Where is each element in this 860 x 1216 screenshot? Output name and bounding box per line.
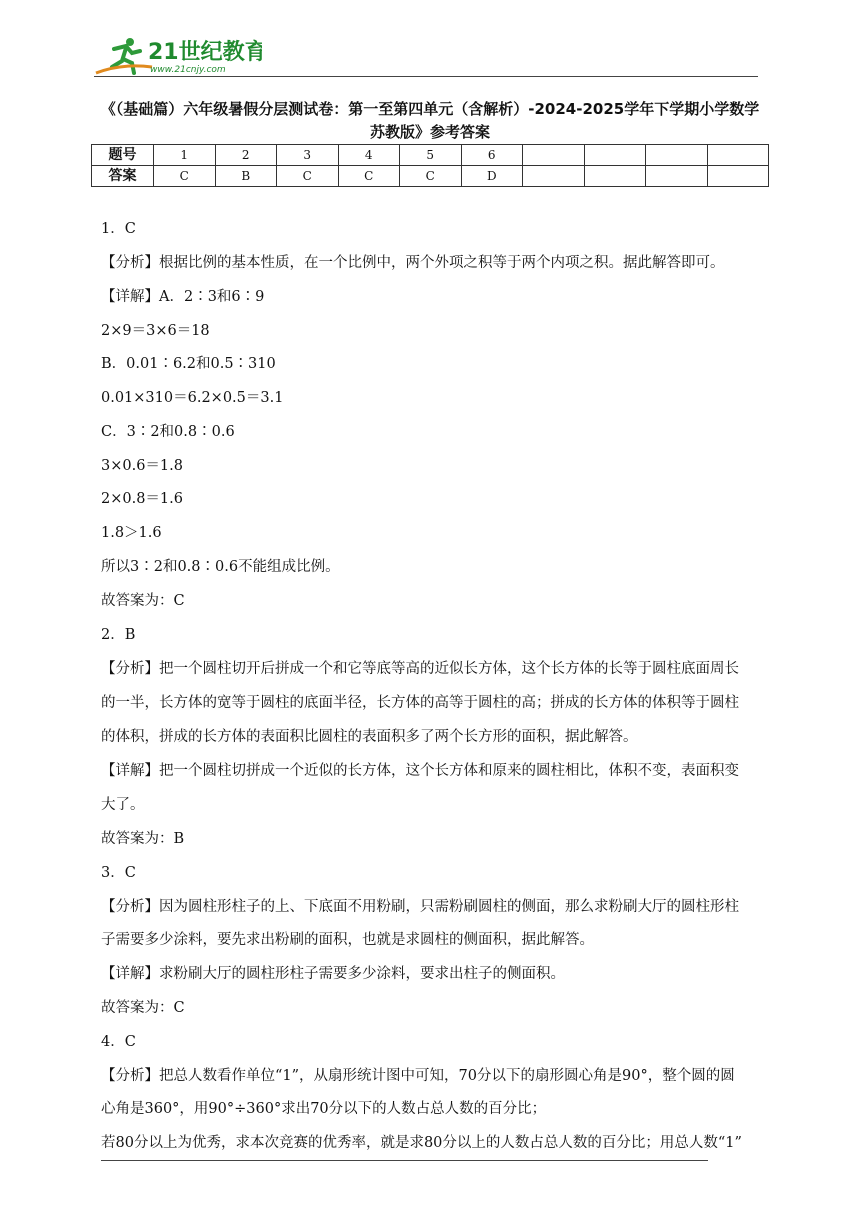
q2-final-answer: 故答案为：B <box>101 831 185 847</box>
row-header-question-number: 题号 <box>92 145 154 166</box>
q1-calc-line: 2×0.8＝1.6 <box>101 491 183 507</box>
q1-calc-line: 2×9＝3×6＝18 <box>101 323 210 339</box>
answer-cell <box>523 166 585 187</box>
q1-final-answer: 故答案为：C <box>101 593 185 609</box>
q4-number: 4．C <box>101 1034 136 1050</box>
site-logo <box>92 33 262 79</box>
question-number-cell: 3 <box>277 145 339 166</box>
title-line-2: 苏教版》参考答案 <box>369 123 490 141</box>
answer-cell <box>707 166 769 187</box>
question-number-cell: 2 <box>215 145 277 166</box>
q4-analysis-cont: 若80分以上为优秀，求本次竞赛的优秀率，就是求80分以上的人数占总人数的百分比；用总人数“1” <box>101 1135 742 1151</box>
answer-cell: C <box>338 166 400 187</box>
q2-detail-cont: 大了。 <box>101 797 145 813</box>
answer-cell: C <box>277 166 339 187</box>
question-number-cell <box>523 145 585 166</box>
answer-cell: D <box>461 166 523 187</box>
q1-option-c: C．3∶2和0.8∶0.6 <box>101 424 235 440</box>
question-number-cell: 1 <box>154 145 216 166</box>
answer-cell: B <box>215 166 277 187</box>
q3-analysis-cont: 子需要多少涂料，要先求出粉刷的面积，也就是求圆柱的侧面积，据此解答。 <box>101 932 594 948</box>
q3-final-answer: 故答案为：C <box>101 1000 185 1016</box>
question-number-cell: 5 <box>400 145 462 166</box>
question-number-cell <box>646 145 708 166</box>
svg-text:21世纪教育: 21世纪教育 <box>148 40 262 65</box>
answer-cell: C <box>154 166 216 187</box>
header-divider <box>94 76 758 77</box>
q3-analysis: 【分析】因为圆柱形柱子的上、下底面不用粉刷，只需粉刷圆柱的侧面，那么求粉刷大厅的圆柱形柱 <box>101 899 739 915</box>
q2-analysis: 【分析】把一个圆柱切开后拼成一个和它等底等高的近似长方体，这个长方体的长等于圆柱底面周长 <box>101 661 739 677</box>
answer-cell <box>646 166 708 187</box>
answer-table <box>91 144 769 187</box>
q2-number: 2．B <box>101 627 136 643</box>
title-line-1: 《（基础篇）六年级暑假分层测试卷：第一至第四单元（含解析）-2024-2025学年下学期小学数学 <box>100 100 760 118</box>
question-number-cell <box>584 145 646 166</box>
question-number-cell: 6 <box>461 145 523 166</box>
q2-analysis-cont: 的一半，长方体的宽等于圆柱的底面半径，长方体的高等于圆柱的高；拼成的长方体的体积等于圆柱 <box>101 695 739 711</box>
q1-number: 1．C <box>101 221 136 237</box>
q1-detail: 【详解】A．2∶3和6∶9 <box>101 289 265 305</box>
row-header-answer: 答案 <box>92 166 154 187</box>
q1-analysis: 【分析】根据比例的基本性质，在一个比例中，两个外项之积等于两个内项之积。据此解答即可。 <box>101 255 725 271</box>
answer-cell <box>584 166 646 187</box>
question-number-row <box>92 145 769 166</box>
question-number-cell <box>707 145 769 166</box>
q1-calc-line: 0.01×310＝6.2×0.5＝3.1 <box>101 390 284 406</box>
document-title <box>90 98 770 144</box>
q4-analysis: 【分析】把总人数看作单位“1”，从扇形统计图中可知，70分以下的扇形圆心角是90°，整个圆的圆 <box>101 1068 735 1084</box>
footer-divider <box>101 1160 708 1161</box>
q1-option-b: B．0.01∶6.2和0.5∶310 <box>101 356 276 372</box>
q4-analysis-cont: 心角是360°，用90°÷360°求出70分以下的人数占总人数的百分比； <box>101 1101 547 1117</box>
svg-text:www.21cnjy.com: www.21cnjy.com <box>150 65 226 75</box>
q1-conclusion: 所以3∶2和0.8∶0.6不能组成比例。 <box>101 559 340 575</box>
q1-calc-line: 1.8＞1.6 <box>101 525 162 541</box>
question-number-cell: 4 <box>338 145 400 166</box>
q2-detail: 【详解】把一个圆柱切拼成一个近似的长方体，这个长方体和原来的圆柱相比，体积不变，表面积变 <box>101 763 739 779</box>
answer-cell: C <box>400 166 462 187</box>
answer-row <box>92 166 769 187</box>
q3-number: 3．C <box>101 865 136 881</box>
q2-analysis-cont: 的体积，拼成的长方体的表面积比圆柱的表面积多了两个长方形的面积，据此解答。 <box>101 729 638 745</box>
q1-calc-line: 3×0.6＝1.8 <box>101 458 183 474</box>
q3-detail: 【详解】求粉刷大厅的圆柱形柱子需要多少涂料，要求出柱子的侧面积。 <box>101 966 565 982</box>
logo-graphic <box>92 33 262 79</box>
